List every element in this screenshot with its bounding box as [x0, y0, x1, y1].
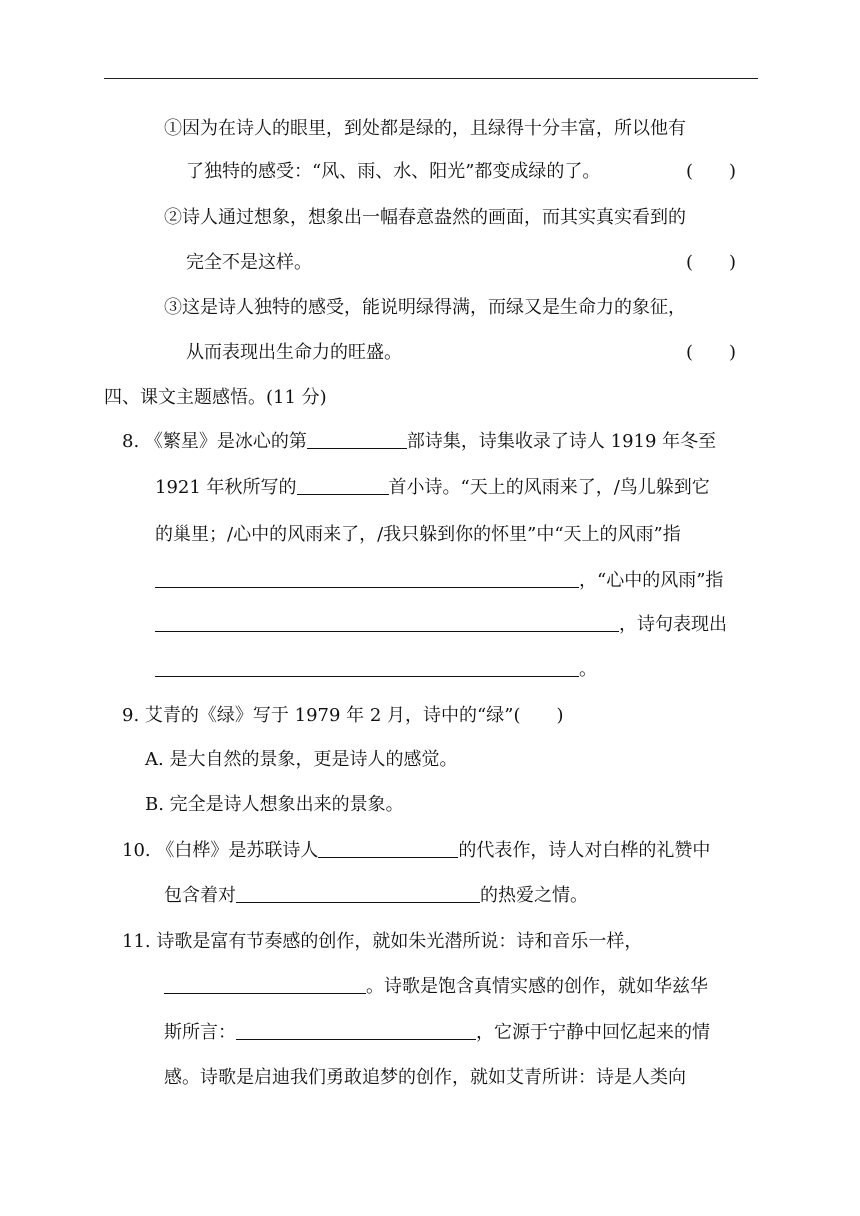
- q7-option-2-line2: 完全不是这样。: [186, 252, 312, 273]
- q7-option-1-line2: 了独特的感受：“风、雨、水、阳光”都变成绿的了。: [186, 161, 601, 182]
- q8-line-4: [155, 567, 723, 595]
- q8-blank-collection-number[interactable]: [307, 430, 407, 449]
- q8-line-3: 的巢里；/心中的风雨来了，/我只躲到你的怀里”中“天上的风雨”指: [155, 524, 681, 545]
- q8-text-1b: 部诗集，诗集收录了诗人 1919 年冬至: [406, 431, 717, 452]
- q10-blank-poet[interactable]: [318, 839, 458, 858]
- q8-line-2: [155, 474, 710, 502]
- q8-text-1a: 8. 《繁星》是冰心的第: [122, 431, 307, 452]
- q11-line-3: [164, 1019, 710, 1047]
- q10-text-1b: 的代表作，诗人对白桦的礼赞中: [458, 840, 711, 861]
- q9-option-a[interactable]: A. 是大自然的景象，更是诗人的感觉。: [145, 749, 458, 770]
- q11-blank-wordsworth-quote[interactable]: [236, 1021, 476, 1040]
- q11-line-4: 感。诗歌是启迪我们勇敢追梦的创作，就如艾青所讲：诗是人类向: [164, 1067, 686, 1088]
- q11-text-2b: 。诗歌是饱含真情实感的创作，就如华兹华: [366, 976, 708, 997]
- q10-text-2a: 包含着对: [164, 885, 236, 906]
- q7-option-3-line1: ③这是诗人独特的感受，能说明绿得满，而绿又是生命力的象征，: [164, 297, 686, 318]
- q10-text-1a: 10. 《白桦》是苏联诗人: [122, 840, 319, 861]
- q8-blank-heart-storm-meaning[interactable]: [155, 613, 619, 632]
- q11-blank-zhu-quote[interactable]: [164, 975, 366, 994]
- q10-line-1: [122, 837, 710, 865]
- q8-line-5: [155, 611, 727, 639]
- q8-blank-expression[interactable]: [155, 658, 579, 677]
- q8-blank-sky-storm-meaning[interactable]: [155, 569, 579, 588]
- q10-text-2b: 的热爱之情。: [480, 885, 588, 906]
- q7-option-3-line2: 从而表现出生命力的旺盛。: [186, 342, 402, 363]
- q7-option-1-answer-paren[interactable]: ( ): [686, 161, 737, 182]
- q10-line-2: [164, 882, 588, 910]
- q8-line-1: [122, 428, 716, 456]
- q11-line-1: 11. 诗歌是富有节奏感的创作，就如朱光潜所说：诗和音乐一样，: [122, 931, 643, 952]
- q11-line-2: [164, 973, 708, 1001]
- q9-option-b[interactable]: B. 完全是诗人想象出来的景象。: [145, 794, 404, 815]
- q7-option-2-answer-paren[interactable]: ( ): [686, 252, 737, 273]
- q7-option-3-answer-paren[interactable]: ( ): [686, 342, 737, 363]
- q8-text-5b: ，诗句表现出: [619, 614, 727, 635]
- q9-stem: 9. 艾青的《绿》写于 1979 年 2 月，诗中的“绿”( ): [122, 705, 564, 726]
- q11-text-3b: ，它源于宁静中回忆起来的情: [476, 1022, 710, 1043]
- q11-text-3a: 斯所言：: [164, 1022, 236, 1043]
- q10-blank-object-of-love[interactable]: [236, 884, 480, 903]
- q8-text-4b: ，“心中的风雨”指: [579, 570, 724, 591]
- q8-blank-poem-count[interactable]: [297, 476, 389, 495]
- q8-text-2b: 首小诗。“天上的风雨来了，/鸟儿躲到它: [388, 477, 710, 498]
- q7-option-2-line1: ②诗人通过想象，想象出一幅春意盎然的画面，而其实真实看到的: [164, 207, 686, 228]
- section-4-title: 四、课文主题感悟。(11 分): [104, 387, 327, 408]
- q7-option-1-line1: ①因为在诗人的眼里，到处都是绿的，且绿得十分丰富，所以他有: [164, 118, 686, 139]
- q8-text-6b: 。: [579, 659, 597, 680]
- header-rule: [104, 78, 758, 79]
- q8-text-2a: 1921 年秋所写的: [155, 477, 297, 498]
- q8-line-6: [155, 656, 597, 684]
